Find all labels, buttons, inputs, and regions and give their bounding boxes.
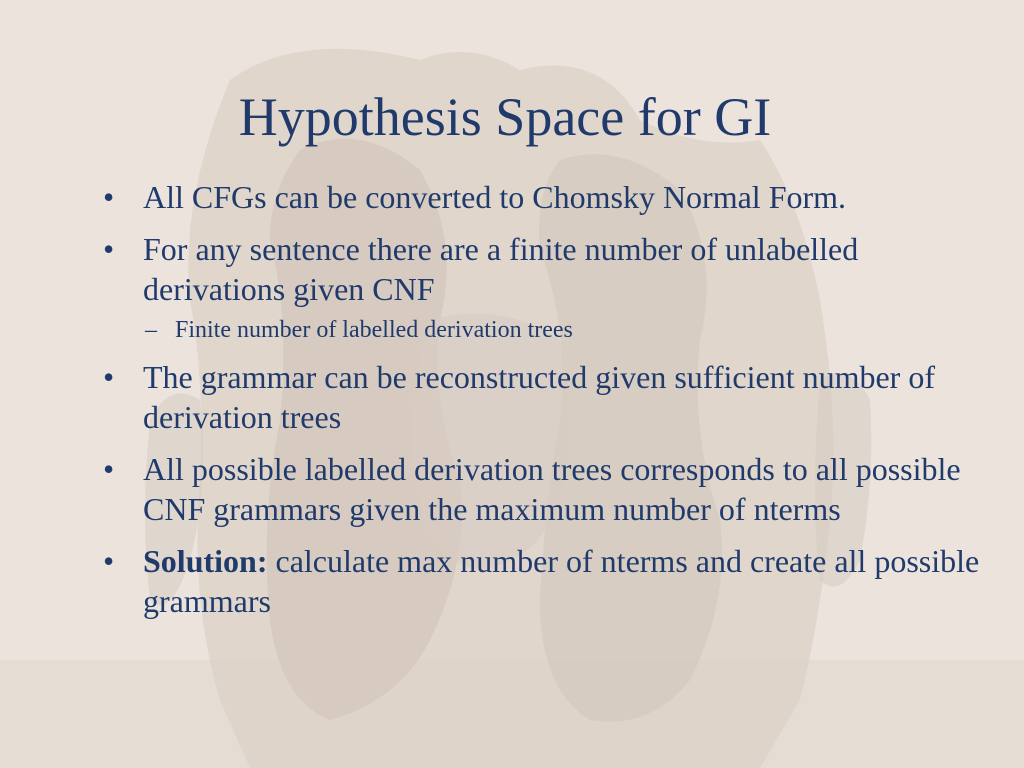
bullet-marker: •: [103, 543, 115, 579]
bullet-item: [103, 177, 983, 217]
bullet-marker: •: [103, 179, 115, 215]
bullet-item: [103, 229, 983, 309]
bullet-text: All CFGs can be converted to Chomsky Normal Form.: [143, 179, 847, 215]
bullet-item: [103, 357, 983, 437]
bullet-marker: •: [103, 359, 115, 395]
bullet-marker: •: [103, 231, 115, 267]
sub-bullet-item: [145, 315, 983, 345]
slide-title: Hypothesis Space for GI: [238, 87, 772, 147]
sub-bullet-text: Finite number of labelled derivation trees: [175, 317, 573, 343]
bullet-text: The grammar can be reconstructed given sufficient number of derivation trees: [143, 359, 935, 435]
sub-bullet-marker: –: [145, 317, 157, 343]
bullet-text: For any sentence there are a finite number of unlabelled derivations given CNF: [143, 231, 859, 307]
bullet-text: All possible labelled derivation trees corresponds to all possible CNF grammars given the maximum number of nterms: [143, 451, 961, 527]
bullet-item: [103, 541, 983, 621]
bullet-item: [103, 449, 983, 529]
bullet-list: [103, 177, 983, 633]
bullet-text: calculate max number of nterms and create all possible grammars: [143, 543, 980, 619]
bullet-bold-prefix: Solution:: [143, 543, 268, 579]
bullet-marker: •: [103, 451, 115, 487]
